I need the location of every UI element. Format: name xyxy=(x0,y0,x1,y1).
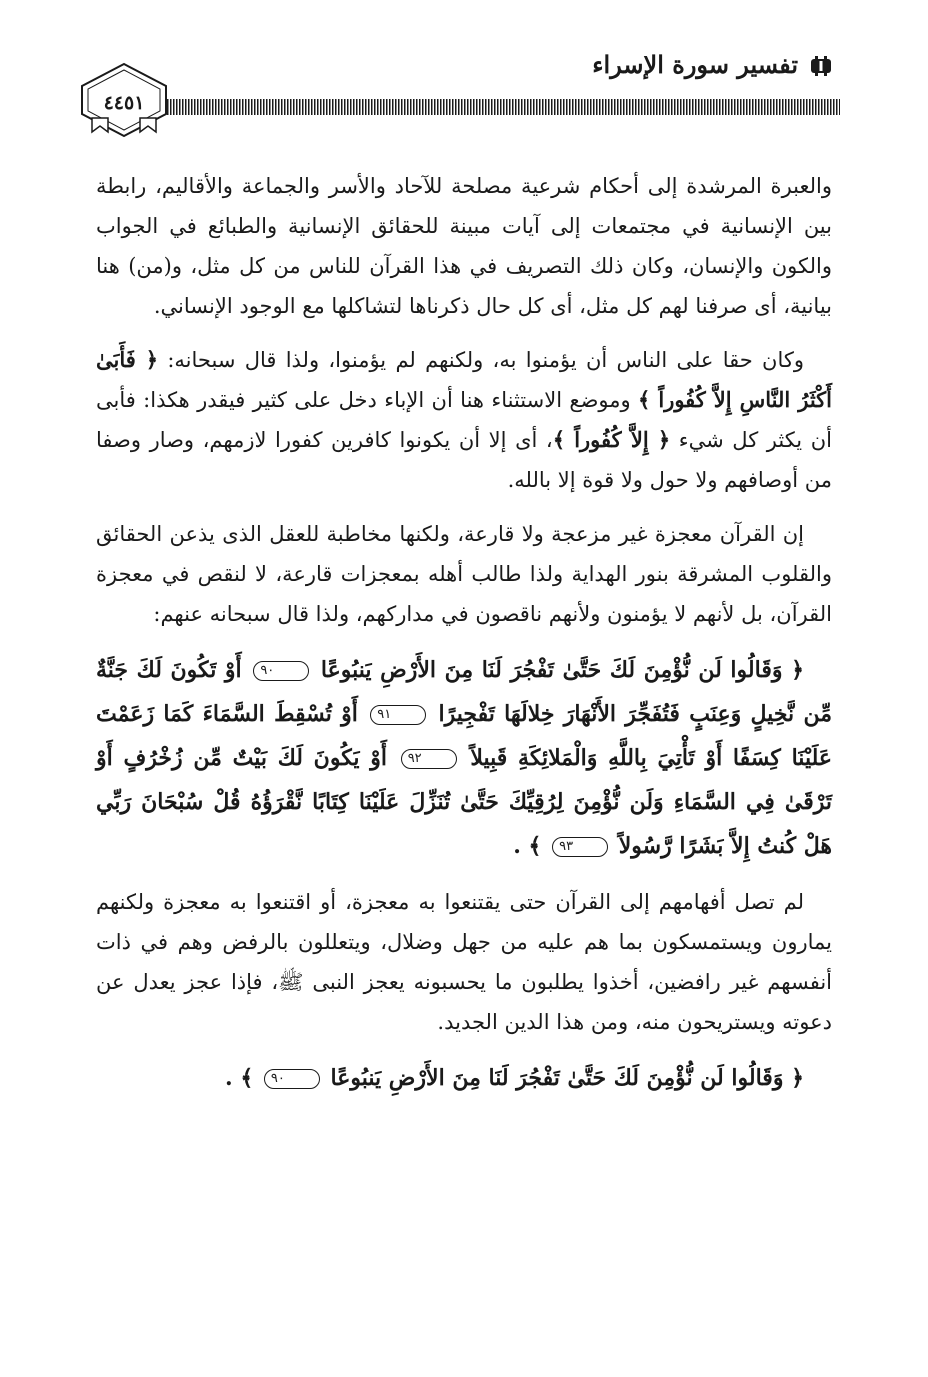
quran-final-open-bracket: ﴿ xyxy=(791,1065,804,1091)
paragraph-4: لم تصل أفهامهم إلى القرآن حتى يقتنعوا به معجزة، أو اقتنعوا به معجزة ولكنهم يمارون ويستمسكون بما هم عليه من جهل وضلال، ويتعللون بالرفض وهم في ذات أنفسهم غير رافضين، أخذوا يطلبون ما يحسبونه يعجز النبى ﷺ، فإذا عجز يعدل عن دعوته ويستريحون منه، ومن هذا الدين الجديد. xyxy=(96,890,832,1034)
paragraph-2-text-a: وكان حقا على الناس أن يؤمنوا به، ولكنهم لم يؤمنوا، ولذا قال سبحانه: xyxy=(167,348,804,372)
header-rule xyxy=(158,99,840,115)
verse-91: أَوْ تَكُونَ لَكَ جَنَّةٌ مِّن نَّخِيلٍ وَعِنَبٍ فَتُفَجِّرَ الأَنْهَارَ خِلالَهَا تَفْجِيرًا xyxy=(96,657,832,727)
main-text xyxy=(96,166,832,1100)
quran-quote-2: ﴿ إِلاَّ كُفُوراً ﴾ xyxy=(552,427,671,452)
paragraph-1: والعبرة المرشدة إلى أحكام شرعية مصلحة للآحاد والأسر والجماعة والأقاليم، رابطة بين الإنسانية في مجتمعات إلى آيات مبينة للحقائق الإنسانية والطبائع في الجواب والكون والإنسان، وكان ذلك التصريف في هذا القرآن للناس من كل مثل، و(من) هنا بيانية، أى صرفنا لهم كل مثل، أى كل حال ذكرناها لتشاكلها مع الوجود الإنساني. xyxy=(96,174,832,318)
quran-quote-1: ﴿ فَأَبَىٰ أَكْثَرُ النَّاسِ إِلاَّ كُفُوراً ﴾ xyxy=(96,347,832,412)
verse-number-93: ٩٣ xyxy=(552,837,608,857)
header-ornament-icon xyxy=(810,56,832,76)
quran-final-close-bracket: ﴾ xyxy=(240,1065,254,1091)
quran-close-bracket: ﴾ xyxy=(528,833,542,859)
verse-90: وَقَالُوا لَن نُّؤْمِنَ لَكَ حَتَّىٰ تَفْجُرَ لَنَا مِنَ الأَرْضِ يَنبُوعًا xyxy=(320,657,783,683)
verse-number-90: ٩٠ xyxy=(253,661,309,681)
paragraph-3: إن القرآن معجزة غير مزعجة ولا قارعة، ولكنها مخاطبة للعقل الذى يذعن الحقائق والقلوب المشرقة بنور الهداية ولذا طالب أهله بمعجزات قارعة، لا لنقص في معجزة القرآن، بل لأنهم لا يؤمنون ولأنهم ناقصون في مداركهم، ولذا قال سبحانه عنهم: xyxy=(96,522,832,626)
verse-number-91: ٩١ xyxy=(370,705,426,725)
verse-93: أَوْ يَكُونَ لَكَ بَيْتٌ مِّن زُخْرُفٍ أَوْ تَرْقَىٰ فِي السَّمَاءِ وَلَن نُّؤْمِنَ لِرُقِيِّكَ حَتَّىٰ تُنَزِّلَ عَلَيْنَا كِتَابًا نَّقْرَؤُهُ قُلْ سُبْحَانَ رَبِّي هَلْ كُنتُ إِلاَّ بَشَرًا رَّسُولاً xyxy=(96,745,832,859)
running-header-title: تفسير سورة الإسراء xyxy=(592,50,798,79)
paragraph-2-text-c: ، أى إلا أن يكونوا كافرين كفورا لازمهم، وصار وصفا من أوصافهم ولا حول ولا قوة إلا بالله. xyxy=(96,428,832,492)
quran-verses-block: ﴿ وَقَالُوا لَن نُّؤْمِنَ لَكَ حَتَّىٰ تَفْجُرَ لَنَا مِنَ الأَرْضِ يَنبُوعًا ٩٠ أَوْ تَكُونَ لَكَ جَنَّةٌ مِّن نَّخِيلٍ وَعِنَبٍ فَتُفَجِّرَ الأَنْهَارَ خِلالَهَا تَفْجِيرًا ٩١ أَوْ تُسْقِطَ السَّمَاءَ كَمَا زَعَمْتَ عَلَيْنَا كِسَفًا أَوْ تَأْتِيَ بِاللَّهِ وَالْمَلائِكَةِ قَبِيلاً ٩٢ أَوْ يَكُونَ لَكَ بَيْتٌ مِّن زُخْرُفٍ أَوْ تَرْقَىٰ فِي السَّمَاءِ وَلَن نُّؤْمِنَ لِرُقِيِّكَ حَتَّىٰ تُنَزِّلَ عَلَيْنَا كِتَابًا نَّقْرَؤُهُ قُلْ سُبْحَانَ رَبِّي هَلْ كُنتُ إِلاَّ بَشَرًا رَّسُولاً ٩٣ ﴾ . xyxy=(96,657,832,859)
verse-92: أَوْ تُسْقِطَ السَّمَاءَ كَمَا زَعَمْتَ عَلَيْنَا كِسَفًا أَوْ تَأْتِيَ بِاللَّهِ وَالْمَلائِكَةِ قَبِيلاً xyxy=(96,701,832,771)
paragraph-2 xyxy=(96,340,832,500)
quran-open-bracket: ﴿ xyxy=(791,657,804,683)
quran-final-verse xyxy=(96,1056,832,1100)
final-period: . xyxy=(225,1065,233,1091)
final-verse-text: وَقَالُوا لَن نُّؤْمِنَ لَكَ حَتَّىٰ تَفْجُرَ لَنَا مِنَ الأَرْضِ يَنبُوعًا xyxy=(330,1065,784,1091)
verse-number-92: ٩٢ xyxy=(401,749,457,769)
paragraph-2-text-b: وموضع الاستثناء هنا أن الإباء دخل على كثير فيقدر هكذا: فأبى أن يكثر كل شيء xyxy=(96,388,832,452)
page-number: ٤٤٥١ xyxy=(103,92,145,114)
final-verse-number: ٩٠ xyxy=(264,1069,320,1089)
